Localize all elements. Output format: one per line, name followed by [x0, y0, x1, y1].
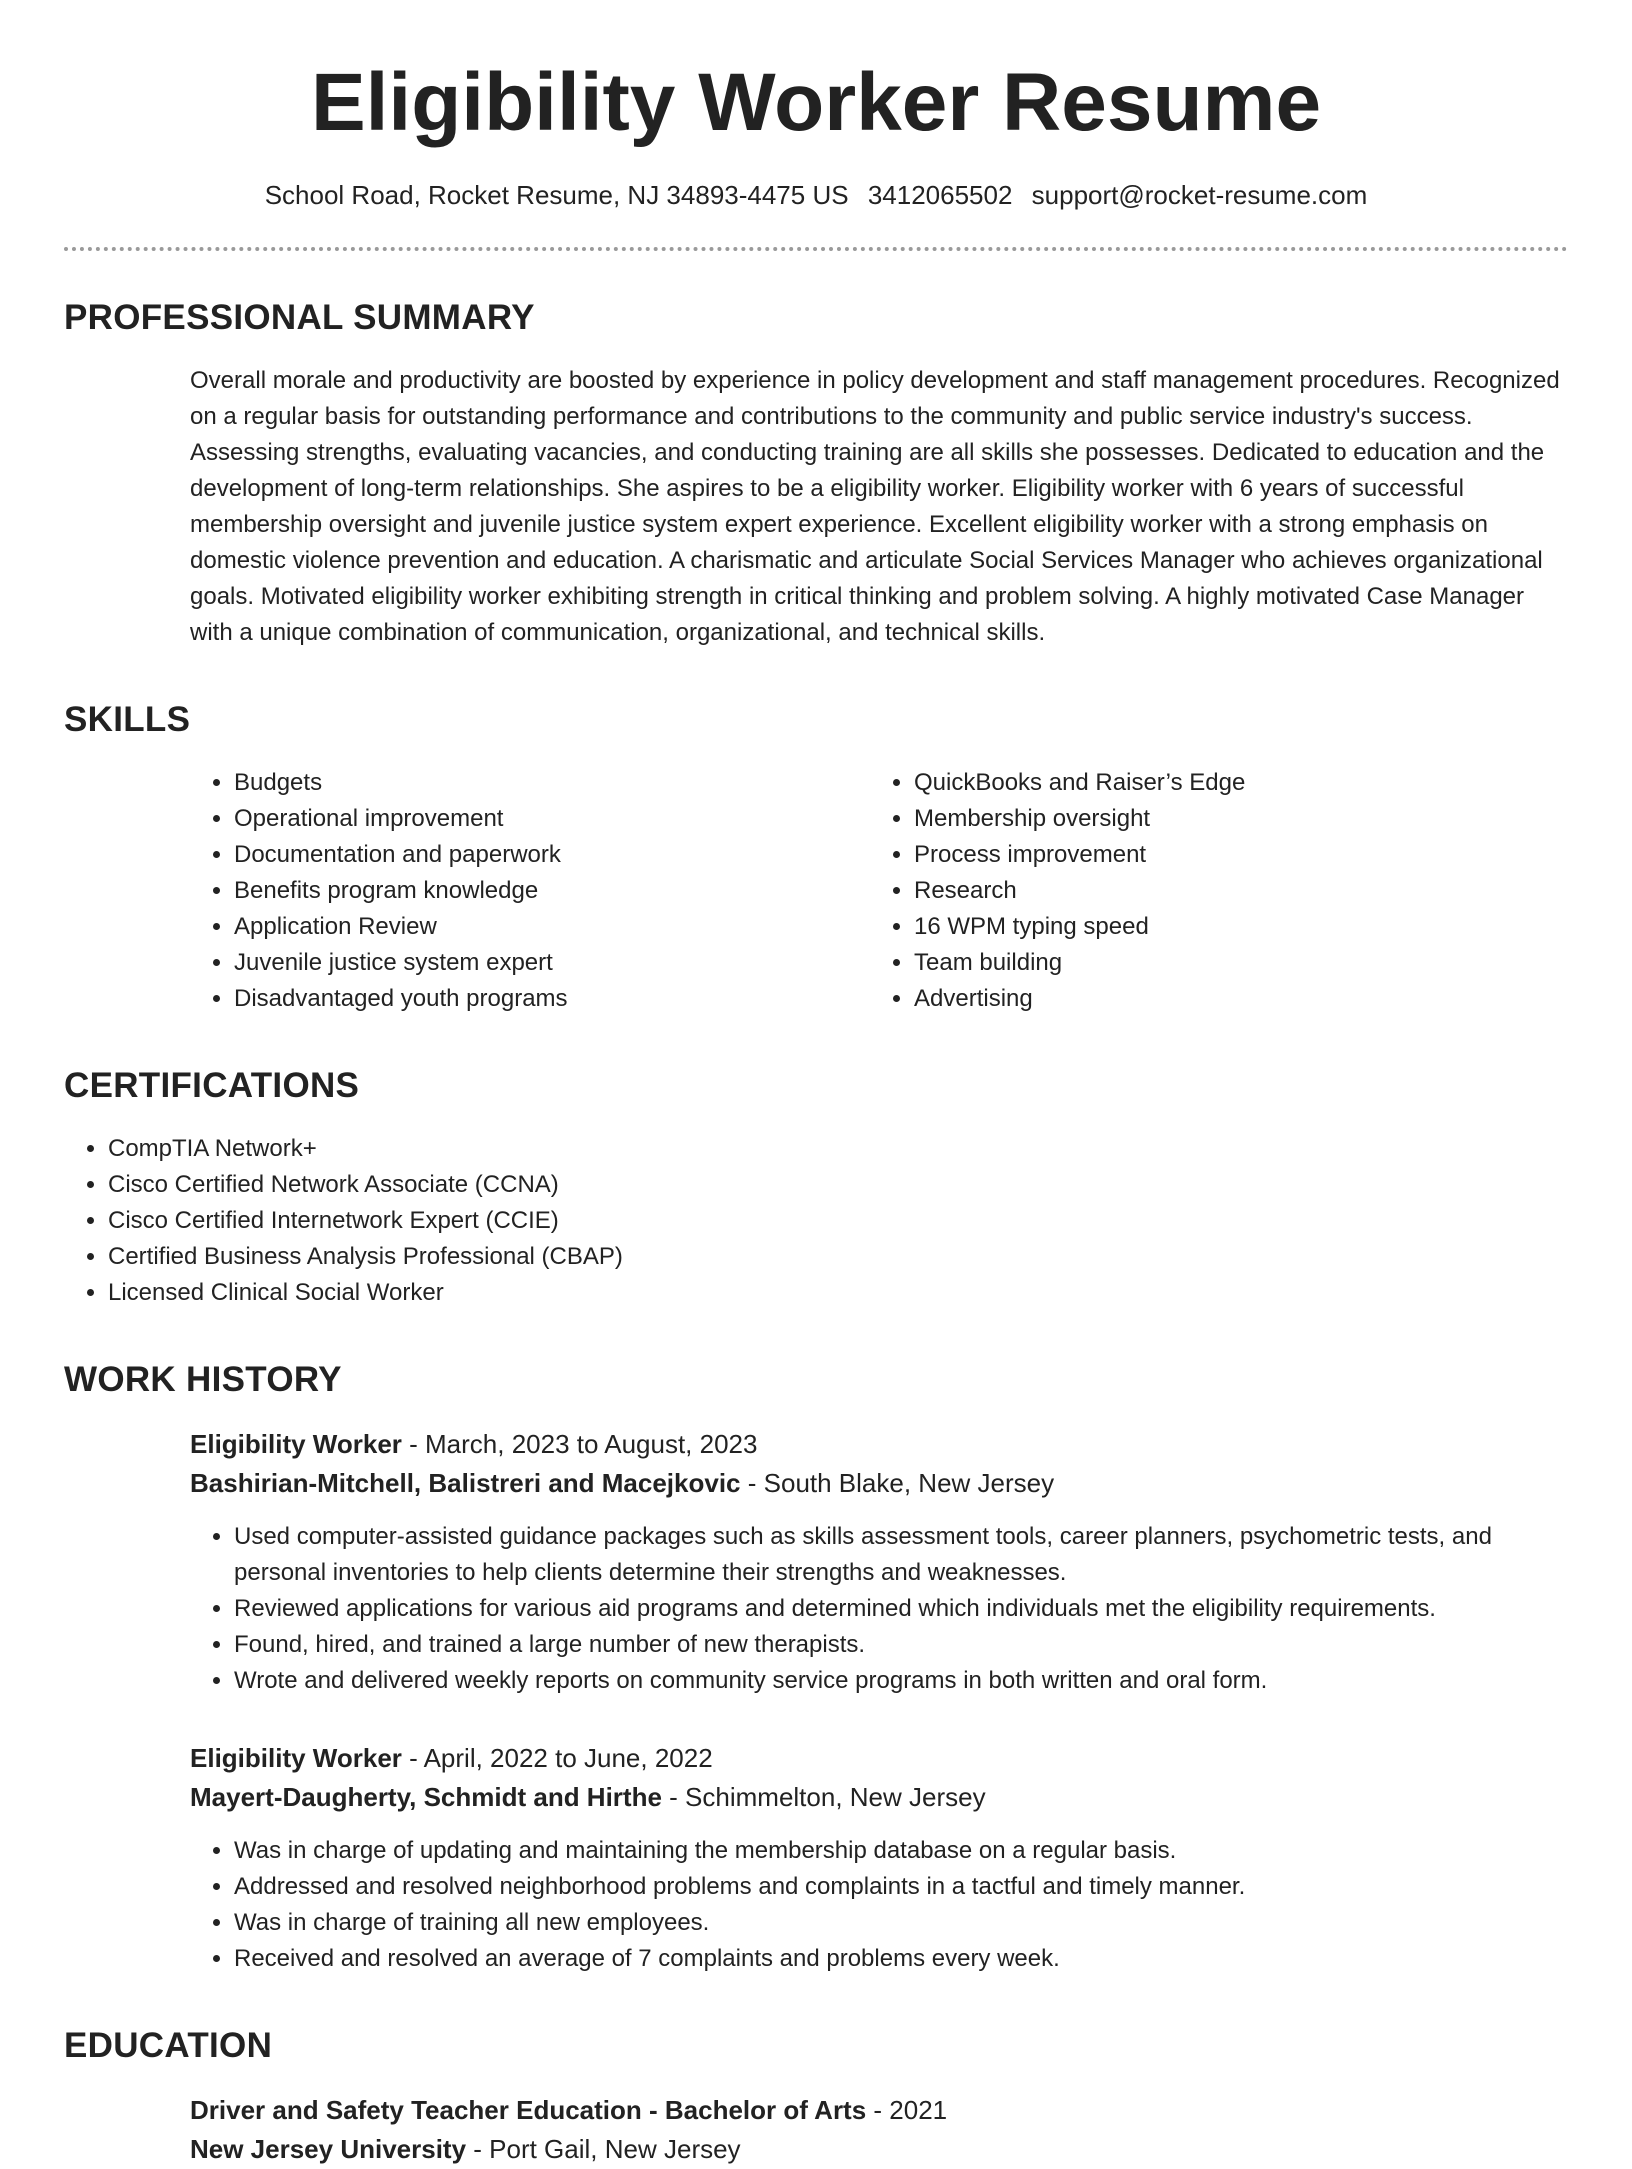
skill-item: • Operational improvement	[234, 801, 870, 837]
job-role: Eligibility Worker	[190, 1743, 402, 1774]
job-duty-item: • Found, hired, and trained a large number of new therapists.	[234, 1627, 1568, 1663]
skills-columns	[190, 765, 1568, 1017]
job-location: - South Blake, New Jersey	[740, 1468, 1055, 1499]
certification-item: • Licensed Clinical Social Worker	[108, 1275, 1568, 1311]
job-duty-item: • Was in charge of training all new employees.	[234, 1905, 1568, 1941]
certifications-section	[64, 1065, 1568, 1311]
skill-item: • Application Review	[234, 909, 870, 945]
job-title-line	[190, 1425, 1568, 1464]
job-duties-list	[190, 1833, 1568, 1977]
education-location: - Port Gail, New Jersey	[466, 2134, 741, 2165]
contact-email: support@rocket-resume.com	[1031, 180, 1368, 211]
certifications-heading: CERTIFICATIONS	[64, 1066, 360, 1106]
work-history-section	[64, 1359, 1568, 1977]
contact-address: School Road, Rocket Resume, NJ 34893-4475 US	[264, 180, 849, 211]
job-duty-item: • Was in charge of updating and maintaining the membership database on a regular basis.	[234, 1833, 1568, 1869]
certifications-list	[64, 1131, 1568, 1311]
skills-list-right	[870, 765, 1568, 1017]
job-duty-item: • Addressed and resolved neighborhood problems and complaints in a tactful and timely manner.	[234, 1869, 1568, 1905]
header-divider	[64, 247, 1568, 251]
skills-heading: SKILLS	[64, 700, 191, 740]
contact-line	[64, 180, 1568, 211]
job-entry	[190, 1425, 1568, 1699]
skill-item: • Research	[914, 873, 1568, 909]
job-company: Mayert-Daugherty, Schmidt and Hirthe	[190, 1782, 662, 1813]
skill-item: • Disadvantaged youth programs	[234, 981, 870, 1017]
skill-item: • QuickBooks and Raiser’s Edge	[914, 765, 1568, 801]
skills-list-left	[190, 765, 870, 1017]
education-degree-line	[190, 2091, 1568, 2130]
skill-item: • Membership oversight	[914, 801, 1568, 837]
education-section	[64, 2025, 1568, 2169]
summary-text: Overall morale and productivity are boosted by experience in policy development and staff management procedures. Recognized on a regular basis for outstanding performance and contributions to the community and public service industry's success. Assessing strengths, evaluating vacancies, and conducting training are all skills she possesses. Dedicated to education and the development of long-term relationships. She aspires to be a eligibility worker. Eligibility worker with 6 years of successful membership oversight and juvenile justice system expert experience. Excellent eligibility worker with a strong emphasis on domestic violence prevention and education. A charismatic and articulate Social Services Manager who achieves organizational goals. Motivated eligibility worker exhibiting strength in critical thinking and problem solving. A highly motivated Case Manager with a unique combination of communication, organizational, and technical skills.	[190, 367, 1560, 647]
education-year: - 2021	[866, 2095, 948, 2126]
job-company-line	[190, 1778, 1568, 1817]
job-duty-item: • Wrote and delivered weekly reports on community service programs in both written and oral form.	[234, 1663, 1568, 1699]
skill-item: • Documentation and paperwork	[234, 837, 870, 873]
job-duty-item: • Received and resolved an average of 7 complaints and problems every week.	[234, 1941, 1568, 1977]
job-dates: - March, 2023 to August, 2023	[401, 1429, 758, 1460]
job-duties-list	[190, 1519, 1568, 1699]
contact-phone: 3412065502	[867, 180, 1013, 211]
skill-item: • Team building	[914, 945, 1568, 981]
skills-column-left	[190, 765, 870, 1017]
job-role: Eligibility Worker	[190, 1429, 402, 1460]
education-school: New Jersey University	[190, 2134, 467, 2165]
skills-column-right	[870, 765, 1568, 1017]
resume-title: Eligibility Worker Resume	[310, 57, 1322, 148]
skill-item: • Advertising	[914, 981, 1568, 1017]
education-heading: EDUCATION	[64, 2026, 273, 2066]
certification-item: • Certified Business Analysis Professional (CBAP)	[108, 1239, 1568, 1275]
skill-item: • 16 WPM typing speed	[914, 909, 1568, 945]
job-location: - Schimmelton, New Jersey	[661, 1782, 986, 1813]
skills-section	[64, 699, 1568, 1017]
skill-item: • Budgets	[234, 765, 870, 801]
certification-item: • CompTIA Network+	[108, 1131, 1568, 1167]
summary-section	[64, 297, 1568, 651]
certification-item: • Cisco Certified Internetwork Expert (CCIE)	[108, 1203, 1568, 1239]
job-duty-item: • Reviewed applications for various aid programs and determined which individuals met the eligibility requirements.	[234, 1591, 1568, 1627]
job-entry	[190, 1739, 1568, 1977]
skill-item: • Process improvement	[914, 837, 1568, 873]
skill-item: • Benefits program knowledge	[234, 873, 870, 909]
work-history-heading: WORK HISTORY	[64, 1360, 342, 1400]
education-school-line	[190, 2130, 1568, 2169]
summary-heading: PROFESSIONAL SUMMARY	[64, 298, 535, 338]
job-dates: - April, 2022 to June, 2022	[401, 1743, 713, 1774]
education-entry	[190, 2091, 1568, 2169]
education-degree: Driver and Safety Teacher Education - Bachelor of Arts	[190, 2095, 867, 2126]
job-duty-item: • Used computer-assisted guidance packages such as skills assessment tools, career planners, psychometric tests, and personal inventories to help clients determine their strengths and weaknesses.	[234, 1519, 1568, 1591]
job-company: Bashirian-Mitchell, Balistreri and Macejkovic	[190, 1468, 741, 1499]
certification-item: • Cisco Certified Network Associate (CCNA)	[108, 1167, 1568, 1203]
job-company-line	[190, 1464, 1568, 1503]
job-title-line	[190, 1739, 1568, 1778]
skill-item: • Juvenile justice system expert	[234, 945, 870, 981]
